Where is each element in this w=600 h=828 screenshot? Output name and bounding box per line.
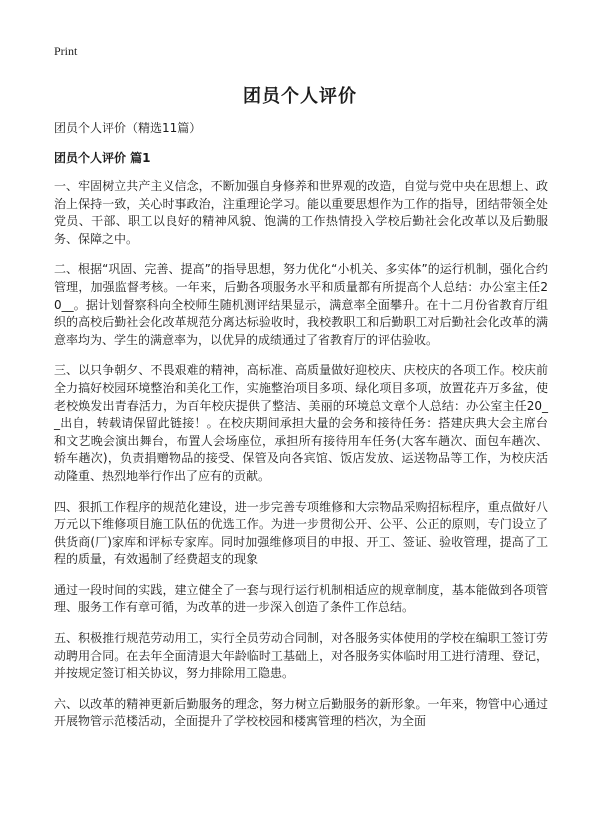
paragraph-7: 六、以改革的精神更新后勤服务的理念，努力树立后勤服务的新形象。一年来，物管中心通过开展物管示范楼活动，全面提升了学校校园和楼寓管理的档次，为全面 [54, 696, 548, 729]
paragraph-5: 通过一段时间的实践，建立健全了一套与现行运行机制相适应的规章制度，基本能做到各项管理、服务工作有章可循，为改革的进一步深入创造了条件工作总结。 [54, 582, 548, 615]
paragraph-4: 四、狠抓工作程序的规范化建设，进一步完善专项维修和大宗物品采购招标程序，重点做好八万元以下维修项目施工队伍的优选工作。为进一步贯彻公开、公平、公正的原则，专门设立了供货商(厂)家库和评标专家库。同时加强维修项目的申报、开工、签证、验收管理，提高了工程的质量，有效遏制了经费超支的现象 [54, 499, 548, 567]
document-subtitle: 团员个人评价（精选11篇） [54, 121, 202, 135]
document-title: 团员个人评价 [243, 86, 357, 107]
document-body [54, 120, 548, 744]
paragraph-1: 一、牢固树立共产主义信念，不断加强自身修养和世界观的改造，自觉与党中央在思想上、政治上保持一致，关心时事政治，注重理论学习。能以重要思想作为工作的指导，团结带领全处党员、干部、职工以良好的精神风貌、饱满的工作热情投入学校后勤社会化改革以及后勤服务、保障之中。 [54, 179, 548, 246]
paragraph-3: 三、以只争朝夕、不畏艰难的精神，高标准、高质量做好迎校庆、庆校庆的各项工作。校庆前全力搞好校园环境整治和美化工作，实施整治项目多项、绿化项目多项，放置花卉万多盆，使老校焕发出青春活力，为百年校庆提供了整洁、美丽的环境总文章个人总结：办公室主任20__出自，转载请保留此链接！。在校庆期间承担大量的会务和接待任务：搭建庆典大会主席台和文艺晚会演出舞台，布置人会场座位，承担所有接待用车任务(大客车趟次、面包车趟次、轿车趟次)，负责捐赠物品的接受、保管及向各宾馆、饭店发放、运送物品等工作，为校庆活动隆重、热烈地举行作出了应有的贡献。 [54, 363, 548, 483]
paragraph-6: 五、积极推行规范劳动用工，实行全员劳动合同制，对各服务实体使用的学校在编职工签订劳动聘用合同。在去年全面清退大年龄临时工基础上，对各服务实体临时用工进行清理、登记，并按规定签订相关协议，努力排除用工隐患。 [54, 631, 548, 681]
print-link[interactable]: Print [54, 44, 78, 58]
section-heading: 团员个人评价 篇1 [54, 151, 151, 165]
paragraph-2: 二、根据“巩固、完善、提高”的指导思想，努力优化“小机关、多实体”的运行机制，强化合约管理，加强监督考核。一年来，后勤各项服务水平和质量都有所提高个人总结：办公室主任20__。据计划督察科向全校师生随机测评结果显示，满意率全面攀升。在十二月份省教育厅组织的高校后勤社会化改革规范分离达标验收时，我校教职工和后勤职工对后勤社会化改革的满意率均为、学生的满意率为，以优异的成绩通过了省教育厅的评估验收。 [54, 262, 548, 347]
